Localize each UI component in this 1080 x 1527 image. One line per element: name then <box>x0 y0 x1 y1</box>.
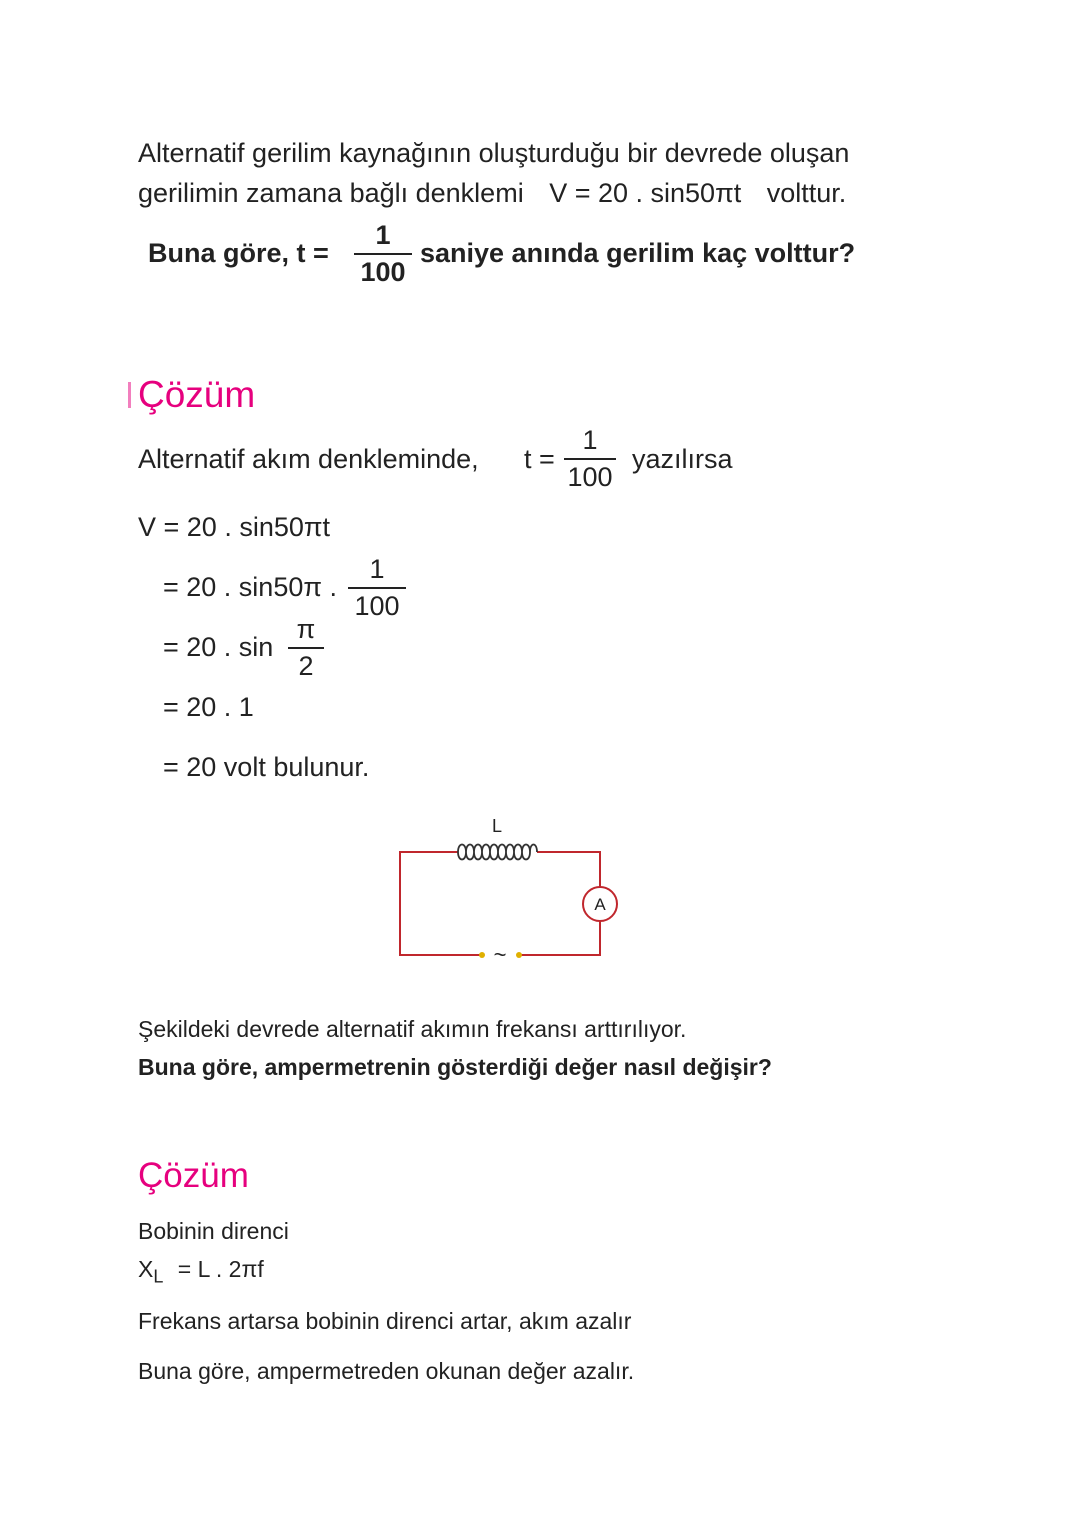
solution1-t-den: 100 <box>567 462 613 493</box>
solution1-intro: Alternatif akım denkleminde, <box>138 444 479 474</box>
solution1-step2-prefix: = 20 . sin50π . <box>163 572 337 602</box>
inductor-label: L <box>491 816 503 836</box>
solution1-heading: Çözüm <box>138 374 256 415</box>
solution1-t-num: 1 <box>582 425 598 455</box>
solution1-step1: V = 20 . sin50πt <box>138 512 330 542</box>
fraction-bar <box>564 458 616 460</box>
problem2-statement: Şekildeki devrede alternatif akımın frekansı arttırılıyor. <box>138 1016 687 1042</box>
fraction-bar <box>354 253 412 255</box>
ammeter-label: A <box>594 895 606 914</box>
xl-symbol: X <box>138 1256 154 1282</box>
solution2-line3: Frekans artarsa bobinin direnci artar, akım azalır <box>138 1308 632 1334</box>
question1-fraction-den: 100 <box>360 257 406 288</box>
solution1-step3-fraction <box>288 614 324 682</box>
solution1-step4: = 20 . 1 <box>163 692 254 722</box>
xl-rest: = L . 2πf <box>177 1256 264 1282</box>
solution1-step5: = 20 volt bulunur. <box>163 752 370 782</box>
circuit-wire-left <box>400 852 480 955</box>
solution2-formula <box>138 1256 264 1288</box>
solution1-step2-fraction <box>348 554 406 622</box>
circuit-wire-right-top <box>537 852 600 888</box>
voltage-equation: V = 20 . sin50πt <box>549 178 742 208</box>
solution1-t-fraction <box>564 425 616 493</box>
inductor-coil <box>458 845 537 860</box>
problem1-line2-end: volttur. <box>766 178 847 208</box>
fraction-bar <box>288 647 324 649</box>
solution2-heading: Çözüm <box>138 1156 249 1195</box>
solution1-step3-num: π <box>296 614 316 644</box>
problem1-line1: Alternatif gerilim kaynağının oluşturduğu bir devrede oluşan <box>138 138 850 168</box>
solution1-step3-den: 2 <box>298 651 314 682</box>
question1-fraction <box>354 220 412 288</box>
source-terminal-right <box>516 952 522 958</box>
ac-source-icon: ~ <box>493 942 507 967</box>
circuit-diagram <box>380 810 630 970</box>
problem2-question: Buna göre, ampermetrenin gösterdiği değer nasıl değişir? <box>138 1054 772 1080</box>
question1-fraction-num: 1 <box>375 220 391 250</box>
solution2-line1: Bobinin direnci <box>138 1218 289 1244</box>
solution1-step2-num: 1 <box>369 554 385 584</box>
solution1-t-eq: t = <box>524 444 555 474</box>
question1-prefix: Buna göre, t = <box>148 238 329 268</box>
source-terminal-left <box>479 952 485 958</box>
solution1-step2-den: 100 <box>354 591 400 622</box>
fraction-bar <box>348 587 406 589</box>
problem1-line2-text: gerilimin zamana bağlı denklemi <box>138 178 524 208</box>
problem1-line2 <box>138 178 846 209</box>
solution1-intro-end: yazılırsa <box>632 444 733 474</box>
heading-accent-bar <box>128 382 131 408</box>
solution1-step3-prefix: = 20 . sin <box>163 632 274 662</box>
question1-suffix: saniye anında gerilim kaç volttur? <box>420 238 856 268</box>
xl-subscript: L <box>153 1266 164 1287</box>
solution2-line4: Buna göre, ampermetreden okunan değer azalır. <box>138 1358 635 1384</box>
circuit-wire-right-bottom <box>520 920 600 955</box>
